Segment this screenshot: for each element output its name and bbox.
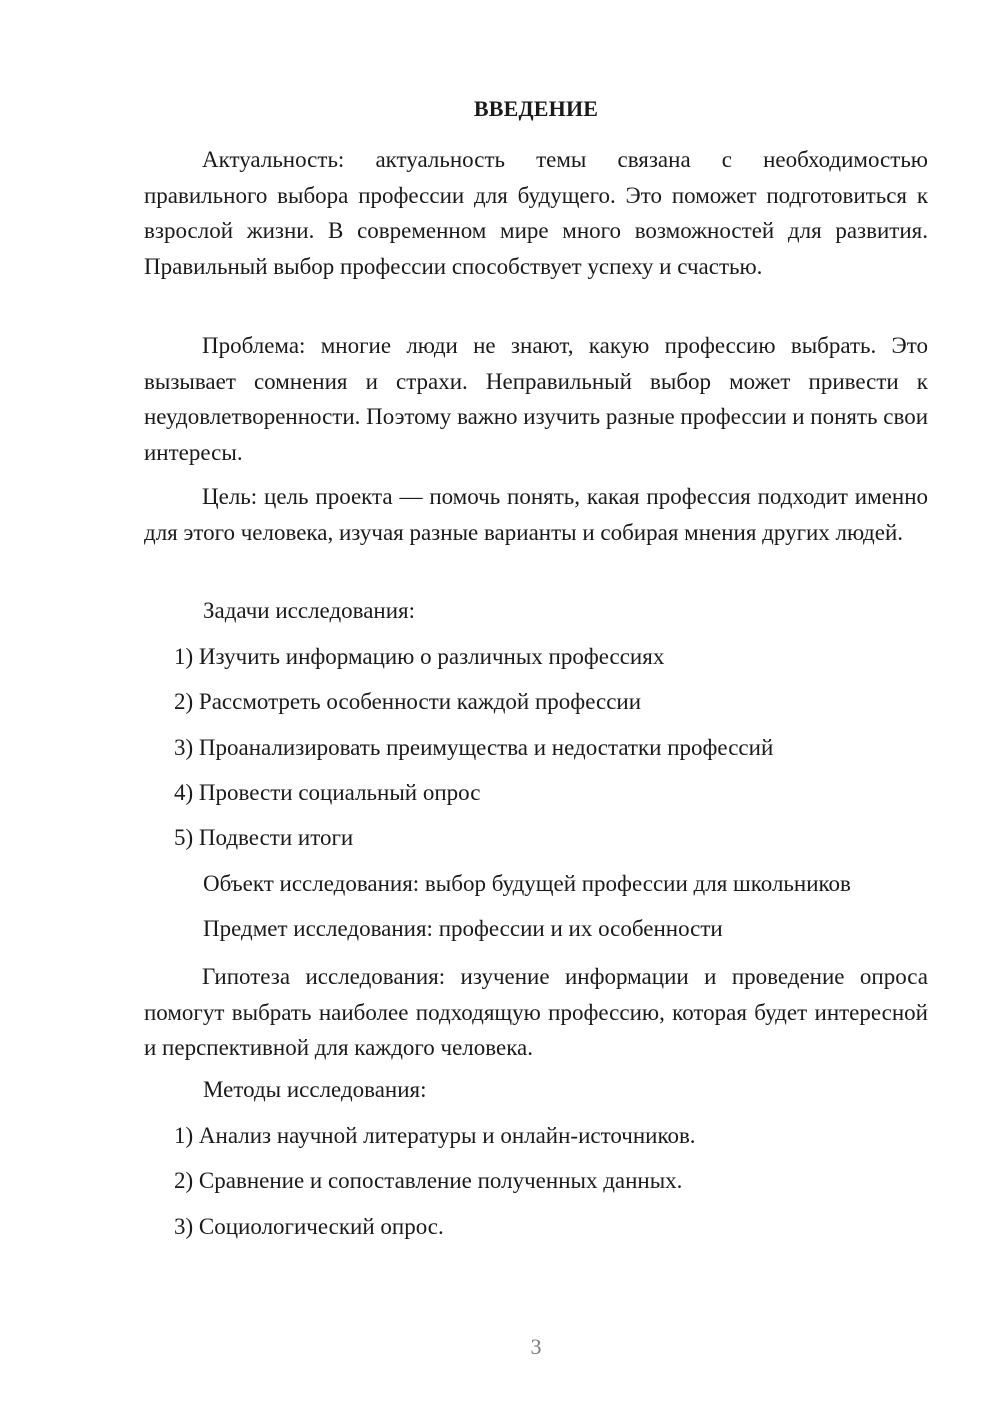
task-item: 4) Провести социальный опрос (174, 780, 481, 805)
task-item: 5) Подвести итоги (174, 825, 354, 850)
relevance-paragraph: Актуальность: актуальность темы связана с необходимостью правильного выбора профессии для будущего. Это поможет подготовиться к взрослой жизни. В современном мире много возможностей для развития. Правильный выбор профессии способствует успеху и счастью. (144, 147, 928, 279)
object-line: Объект исследования: выбор будущей профессии для школьников (203, 871, 851, 896)
method-item: 2) Сравнение и сопоставление полученных данных. (174, 1168, 683, 1193)
method-item: 1) Анализ научной литературы и онлайн-источников. (174, 1123, 696, 1148)
page-number: 3 (530, 1334, 542, 1359)
problem-paragraph: Проблема: многие люди не знают, какую профессию выбрать. Это вызывает сомнения и страхи. Неправильный выбор может привести к неудовлетворенности. Поэтому важно изучить разные профессии и понять свои интересы. (144, 333, 928, 465)
subject-line: Предмет исследования: профессии и их особенности (203, 916, 723, 941)
task-item: 1) Изучить информацию о различных профессиях (174, 644, 665, 669)
task-item: 2) Рассмотреть особенности каждой профессии (174, 689, 642, 714)
task-item: 3) Проанализировать преимущества и недостатки профессий (174, 735, 774, 760)
hypothesis-paragraph: Гипотеза исследования: изучение информации и проведение опроса помогут выбрать наиболее подходящую профессию, которая будет интересной и перспективной для каждого человека. (144, 964, 928, 1061)
methods-heading: Методы исследования: (203, 1077, 427, 1102)
method-item: 3) Социологический опрос. (174, 1214, 444, 1239)
page-title: ВВЕДЕНИЕ (473, 96, 599, 121)
goal-paragraph: Цель: цель проекта — помочь понять, какая профессия подходит именно для этого человека, изучая разные варианты и собирая мнения других людей. (144, 484, 928, 545)
tasks-heading: Задачи исследования: (203, 598, 416, 623)
